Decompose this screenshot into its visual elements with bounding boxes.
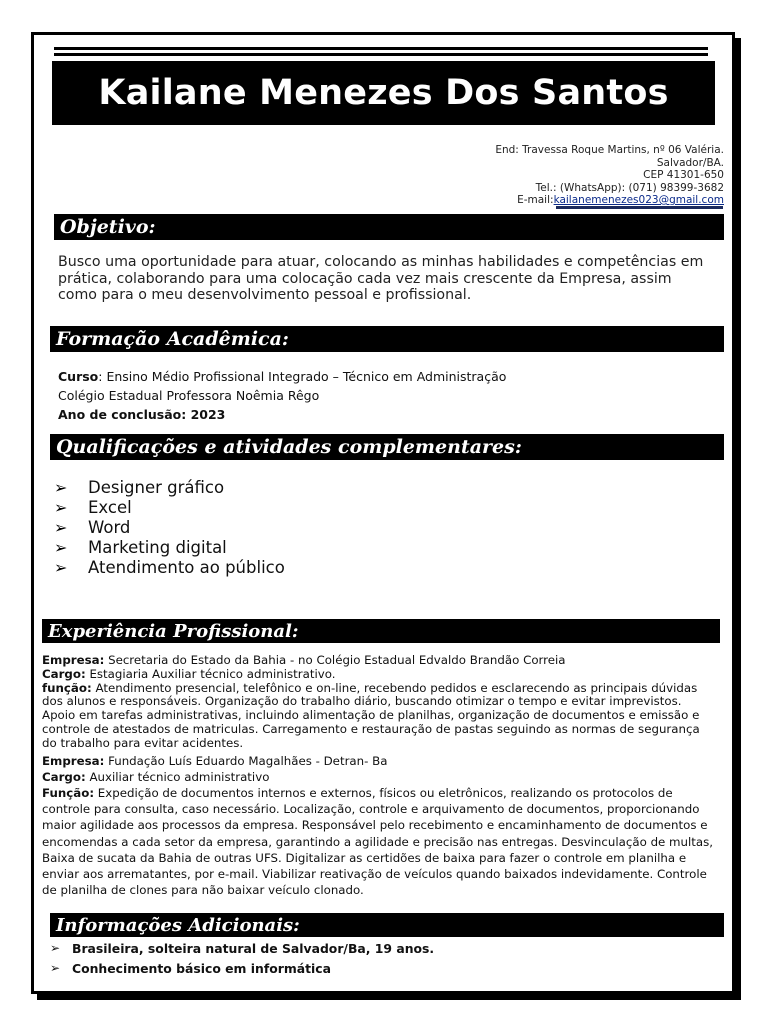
header-rule-bottom: [54, 53, 708, 56]
arrow-bullet-icon: ➢: [50, 961, 61, 975]
address-line2: Salvador/BA.: [656, 156, 724, 169]
email-link[interactable]: kailanemenezes023@gmail.com: [553, 194, 724, 206]
qualifications-list: [54, 477, 654, 577]
list-item: ➢ Word: [54, 517, 131, 537]
phone: Tel.: (WhatsApp): (071) 98399-3682: [535, 181, 724, 194]
section-title: Qualificações e atividades complementares:: [56, 436, 522, 458]
address-line1: End: Travessa Roque Martins, nº 06 Valéria.: [495, 144, 724, 156]
list-item: ➢ Conhecimento básico em informática: [50, 960, 332, 976]
job-role: Auxiliar técnico administrativo: [85, 769, 270, 784]
email-label: E-mail:: [517, 194, 554, 206]
arrow-bullet-icon: ➢: [54, 537, 68, 557]
list-item: ➢ Designer gráfico: [54, 477, 225, 497]
arrow-bullet-icon: ➢: [50, 941, 61, 955]
list-item: ➢ Marketing digital: [54, 537, 227, 557]
company-name: Fundação Luís Eduardo Magalhães - Detran- Ba: [104, 753, 388, 768]
job-description: Expedição de documentos internos e externos, físicos ou eletrônicos, realizando os protocolos de controle para consulta, caso necessário. Localização, controle e arquivamento de documentos, proporcionando maior agilidade aos processos da empresa. Responsável pelo recebimento e encaminhamento de documentos e encomendas a cada setor da empresa, garantindo a agilidade e precisão nas entregas. Desvinculação de multas, Baixa de sucata da Bahia de outras UFS. Digitalizar as certidões de baixa para fazer o controle em planilha e enviar aos arrematantes, por e-mail. Viabilizar reativação de veículos quando baixados indevidamente. Controle de planilha de clones para não baixar veículo clonado.: [42, 785, 714, 898]
section-title: Experiência Profissional:: [48, 620, 299, 642]
section-title: Informações Adicionais:: [56, 914, 300, 936]
objective-text: Busco uma oportunidade para atuar, colocando as minhas habilidades e competências em prática, colaborando para uma colocação cada vez mais crescente da Empresa, assim como para o meu desenvolvimento pessoal e profissional.: [58, 254, 704, 303]
section-title: Formação Acadêmica:: [56, 328, 289, 350]
list-item: ➢ Excel: [54, 497, 132, 517]
list-item: ➢ Brasileira, solteira natural de Salvador/Ba, 19 anos.: [50, 940, 435, 956]
course-value: : Ensino Médio Profissional Integrado – Técnico em Administração: [98, 369, 507, 384]
course-label: Curso: [58, 369, 99, 384]
header-rule-top: [54, 47, 708, 50]
arrow-bullet-icon: ➢: [54, 517, 68, 537]
contact-block: [495, 144, 724, 207]
candidate-name: Kailane Menezes Dos Santos: [98, 73, 669, 113]
section-additional-info: [50, 913, 724, 937]
arrow-bullet-icon: ➢: [54, 477, 68, 497]
experience-details: [42, 654, 714, 898]
education-details: [58, 367, 714, 424]
section-objective: [54, 214, 724, 240]
section-education: [50, 326, 724, 352]
arrow-bullet-icon: ➢: [54, 557, 68, 577]
postal-code: CEP 41301-650: [643, 169, 724, 181]
email-line: [495, 194, 724, 207]
school-name: Colégio Estadual Professora Noêmia Rêgo: [58, 388, 320, 403]
section-qualifications: [50, 434, 724, 460]
course-line: [58, 367, 714, 386]
additional-info-list: [50, 938, 434, 978]
company-name: Secretaria do Estado da Bahia - no Colégio Estadual Edvaldo Brandão Correia: [104, 653, 566, 667]
arrow-bullet-icon: ➢: [54, 497, 68, 517]
section-experience: [42, 619, 720, 643]
job-entry: Empresa: Fundação Luís Eduardo Magalhães - Detran- Ba Cargo: Auxiliar técnico administrativo Função: Expedição de documentos internos e externos, físicos ou eletrônicos, realizando os protocolos de controle para consulta, caso necessário. Localização, controle e arquivamento de documentos, proporcionando maior agilidade aos processos da empresa. Responsável pelo recebimento e encaminhamento de documentos e encomendas a cada setor da empresa, garantindo a agilidade e precisão nas entregas. Desvinculação de multas, Baixa de sucata da Bahia de outras UFS. Digitalizar as certidões de baixa para fazer o controle em planilha e enviar aos arrematantes, por e-mail. Viabilizar reativação de veículos quando baixados indevidamente. Controle de planilha de clones para não baixar veículo clonado.: [42, 753, 714, 898]
conclusion-year: Ano de conclusão: 2023: [58, 407, 226, 422]
section-title: Objetivo:: [60, 216, 156, 238]
name-banner: [52, 61, 715, 125]
job-entry: Empresa: Secretaria do Estado da Bahia - no Colégio Estadual Edvaldo Brandão Correia Cargo: Estagiaria Auxiliar técnico administrativo. função: Atendimento presencial, telefônico e on-line, recebendo pedidos e esclarecendo as principais dúvidas dos alunos e responsáveis. Organização do trabalho diário, buscando otimizar o tempo e evitar imprevistos. Apoio em tarefas administrativas, incluindo alimentação de planilhas, organização de documentos e emissão e controle de atestados de matriculas. Carregamento e restauração de pastas seguindo as normas de segurança do trabalho para evitar acidentes.: [42, 653, 700, 750]
list-item: ➢ Atendimento ao público: [54, 557, 285, 577]
job-role: Estagiaria Auxiliar técnico administrativo.: [85, 666, 336, 681]
contact-rule: [556, 206, 723, 209]
job-description: Atendimento presencial, telefônico e on-line, recebendo pedidos e esclarecendo as principais dúvidas dos alunos e responsáveis. Organização do trabalho diário, buscando otimizar o tempo e evitar imprevistos. Apoio em tarefas administrativas, incluindo alimentação de planilhas, organização de documentos e emissão e controle de atestados de matriculas. Carregamento e restauração de pastas seguindo as normas de segurança do trabalho para evitar acidentes.: [42, 680, 700, 750]
